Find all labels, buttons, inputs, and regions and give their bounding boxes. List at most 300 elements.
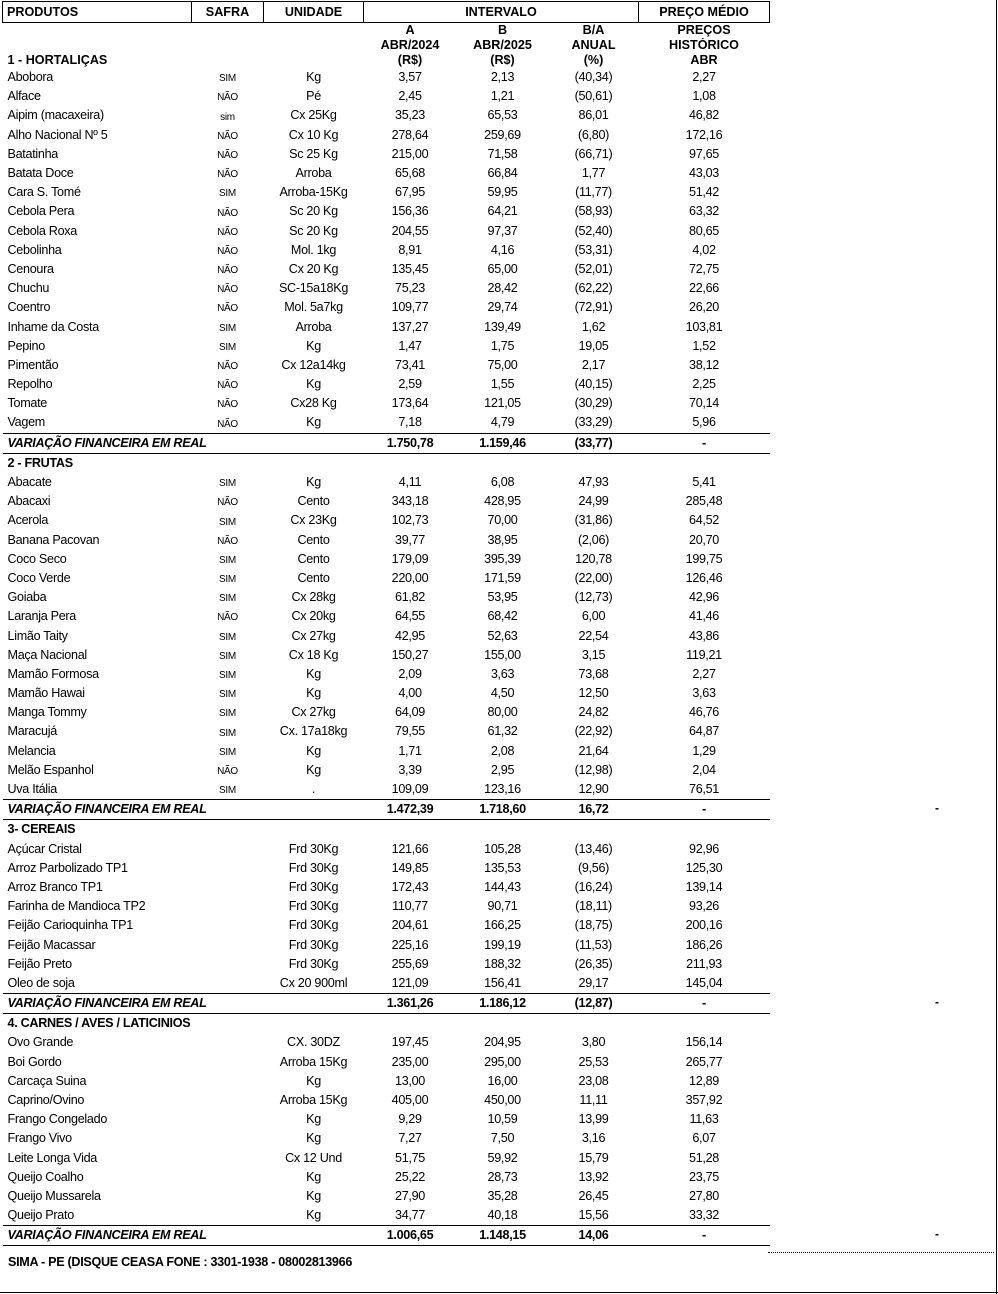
- sub-ba-2: ANUAL: [571, 38, 616, 52]
- price-a: 1,47: [398, 338, 422, 353]
- product-name: Frango Congelado: [7, 1112, 108, 1127]
- product-name: Queijo Mussarela: [7, 1188, 101, 1203]
- historic-price: 12,89: [688, 1073, 719, 1088]
- price-a: 9,29: [398, 1112, 422, 1127]
- product-name: Tomate: [7, 396, 47, 411]
- historic-price: 51,42: [688, 185, 719, 200]
- price-a: 67,95: [394, 185, 425, 200]
- price-a: 2,09: [398, 666, 422, 681]
- historic-price: 42,96: [688, 590, 719, 605]
- table-row: [3, 703, 770, 722]
- table-row: [3, 1091, 770, 1110]
- total-b: 1.718,60: [457, 800, 549, 820]
- section-title: 3- CEREAIS: [7, 822, 76, 837]
- table-row: [3, 626, 770, 645]
- historic-price: 97,65: [688, 146, 719, 161]
- price-a: 51,75: [394, 1150, 425, 1165]
- safra-flag: [192, 840, 264, 859]
- safra-flag: NÃO: [217, 418, 238, 430]
- product-name: Cebola Roxa: [7, 223, 78, 238]
- sub-ba-3: (%): [583, 53, 604, 67]
- product-name: Boi Gordo: [7, 1054, 62, 1069]
- price-b: 4,16: [490, 242, 515, 257]
- price-b: 295,00: [484, 1054, 521, 1069]
- price-b: 1,21: [490, 89, 515, 104]
- total-row: [3, 800, 770, 820]
- unit: Kg: [306, 666, 321, 681]
- historic-price: 5,96: [692, 415, 716, 430]
- product-name: Queijo Coalho: [7, 1169, 84, 1184]
- variation-ba: 3,15: [581, 647, 606, 662]
- unit: SC-15a18Kg: [278, 281, 349, 296]
- price-b: 3,63: [490, 666, 515, 681]
- product-name: Melancia: [7, 743, 56, 758]
- section-title: 4. CARNES / AVES / LATICINIOS: [7, 1016, 191, 1031]
- subheader-row-1: [3, 23, 770, 39]
- variation-ba: 47,93: [578, 475, 609, 490]
- historic-price: 51,28: [688, 1150, 719, 1165]
- table-row: [3, 761, 770, 780]
- sub-p-1: PREÇOS: [677, 23, 731, 37]
- product-name: Pimentão: [7, 357, 59, 372]
- price-a: 1,71: [398, 743, 422, 758]
- variation-ba: (40,34): [574, 70, 613, 85]
- sub-p-3: ABR: [690, 53, 718, 67]
- price-b: 144,43: [484, 879, 521, 894]
- footer-contact: SIMA - PE (DISQUE CEASA FONE : 3301-1938 - 08002813966: [8, 1255, 353, 1269]
- unit: Kg: [306, 1169, 321, 1184]
- variation-ba: 22,54: [578, 628, 609, 643]
- price-a: 73,41: [394, 357, 425, 372]
- unit: Frd 30Kg: [288, 918, 339, 933]
- total-p: -: [639, 1226, 770, 1246]
- variation-ba: 73,68: [578, 666, 609, 681]
- historic-price: 285,48: [685, 494, 723, 509]
- unit: Cx 23Kg: [290, 513, 337, 528]
- product-name: Limão Taity: [7, 628, 68, 643]
- historic-price: 5,41: [692, 475, 716, 490]
- table-row: [3, 1129, 770, 1148]
- product-name: Coco Seco: [7, 551, 67, 566]
- unit: Arroba 15Kg: [279, 1093, 348, 1108]
- price-a: 2,59: [398, 377, 422, 392]
- price-a: 150,27: [391, 647, 429, 662]
- total-label: VARIAÇÃO FINANCEIRA EM REAL: [3, 800, 364, 820]
- price-a: 225,16: [391, 937, 429, 952]
- product-name: Feijão Carioquinha TP1: [7, 918, 133, 933]
- price-a: 4,00: [398, 686, 422, 701]
- safra-flag: NÃO: [217, 169, 238, 181]
- unit: Cx. 17a18kg: [279, 724, 348, 739]
- total-b: 1.159,46: [457, 433, 549, 453]
- product-name: Manga Tommy: [7, 705, 87, 720]
- unit: Cx 27kg: [291, 628, 336, 643]
- historic-price: 38,12: [688, 357, 719, 372]
- historic-price: 43,86: [688, 628, 719, 643]
- table-row: [3, 413, 770, 433]
- unit: Arroba: [295, 166, 332, 181]
- historic-price: 92,96: [688, 841, 719, 856]
- price-b: 105,28: [484, 841, 521, 856]
- total-p: -: [639, 433, 770, 453]
- price-b: 1,75: [490, 338, 515, 353]
- unit: Kg: [306, 1188, 321, 1203]
- product-name: Feijão Macassar: [7, 937, 96, 952]
- variation-ba: (72,91): [574, 300, 613, 315]
- variation-ba: 24,82: [578, 705, 609, 720]
- price-a: 204,55: [391, 223, 429, 238]
- safra-flag: SIM: [219, 708, 236, 720]
- variation-ba: (66,71): [574, 146, 613, 161]
- historic-price: 1,52: [692, 338, 716, 353]
- price-b: 4,50: [490, 686, 515, 701]
- price-b: 10,59: [487, 1112, 518, 1127]
- safra-flag: SIM: [219, 593, 236, 605]
- price-b: 188,32: [484, 956, 521, 971]
- safra-flag: [192, 859, 264, 878]
- price-b: 38,95: [487, 532, 518, 547]
- table-row: [3, 974, 770, 994]
- price-b: 28,42: [487, 281, 518, 296]
- product-name: Frango Vivo: [7, 1131, 72, 1146]
- product-name: Ovo Grande: [7, 1035, 74, 1050]
- variation-ba: (18,75): [574, 918, 613, 933]
- safra-flag: SIM: [219, 650, 236, 662]
- safra-flag: [192, 1149, 264, 1168]
- page-border-bottom: [0, 1292, 998, 1293]
- unit: Sc 25 Kg: [289, 146, 338, 161]
- historic-price: 103,81: [685, 319, 723, 334]
- product-name: Repolho: [7, 377, 53, 392]
- unit: Arroba: [295, 319, 332, 334]
- table-row: [3, 356, 770, 375]
- product-name: Batata Doce: [7, 166, 74, 181]
- table-row: [3, 68, 770, 87]
- safra-flag: [192, 974, 264, 994]
- variation-ba: 2,17: [581, 357, 606, 372]
- safra-flag: NÃO: [217, 765, 238, 777]
- price-b: 2,13: [490, 70, 515, 85]
- safra-flag: SIM: [219, 670, 236, 681]
- variation-ba: (12,98): [574, 762, 613, 777]
- price-b: 259,69: [484, 127, 521, 142]
- variation-ba: (30,29): [574, 396, 613, 411]
- total-ba: (33,77): [549, 433, 639, 453]
- variation-ba: 12,90: [578, 782, 609, 797]
- historic-price: 63,32: [688, 204, 719, 219]
- variation-ba: 19,05: [578, 338, 609, 353]
- historic-price: 3,63: [692, 686, 716, 701]
- price-a: 172,43: [391, 879, 429, 894]
- safra-flag: SIM: [219, 516, 236, 528]
- price-a: 137,27: [391, 319, 429, 334]
- price-a: 65,68: [394, 166, 425, 181]
- unit: Kg: [306, 1112, 321, 1127]
- product-name: Queijo Prato: [7, 1208, 74, 1223]
- variation-ba: (18,11): [575, 899, 612, 914]
- dotted-rule: [768, 1252, 994, 1253]
- price-b: 40,18: [487, 1208, 518, 1223]
- price-a: 110,77: [392, 899, 428, 914]
- product-name: Mamão Formosa: [7, 666, 99, 681]
- table-row: [3, 916, 770, 935]
- historic-price: 211,93: [686, 956, 722, 971]
- table-row: [3, 1206, 770, 1226]
- price-b: 97,37: [487, 223, 518, 238]
- price-table: [2, 1, 770, 1246]
- section-row: [3, 1014, 770, 1034]
- unit: Kg: [306, 475, 321, 490]
- table-row: [3, 588, 770, 607]
- safra-flag: NÃO: [217, 399, 238, 411]
- price-b: 450,00: [484, 1093, 521, 1108]
- historic-price: 93,26: [688, 899, 719, 914]
- historic-price: 46,82: [688, 108, 719, 123]
- price-a: 204,61: [391, 918, 429, 933]
- header-intervalo: INTERVALO: [364, 2, 639, 23]
- table-row: [3, 859, 770, 878]
- sub-b-1: B: [497, 23, 508, 37]
- product-name: Cara S. Tomé: [7, 185, 81, 200]
- price-b: 139,49: [484, 319, 521, 334]
- total-p: -: [639, 800, 770, 820]
- unit: Frd 30Kg: [288, 879, 339, 894]
- variation-ba: (2,06): [577, 532, 610, 547]
- price-b: 204,95: [484, 1035, 521, 1050]
- product-name: Cenoura: [7, 261, 54, 276]
- price-b: 70,00: [487, 513, 518, 528]
- table-row: [3, 780, 770, 800]
- table-row: [3, 1110, 770, 1129]
- price-a: 8,91: [398, 242, 422, 257]
- variation-ba: 15,56: [578, 1208, 609, 1223]
- product-name: Goiaba: [7, 590, 47, 605]
- table-row: [3, 840, 770, 859]
- safra-flag: NÃO: [217, 612, 238, 624]
- price-b: 53,95: [487, 590, 518, 605]
- unit: Kg: [306, 338, 321, 353]
- unit: Cx 25Kg: [290, 108, 337, 123]
- total-extra-dash: -: [935, 800, 939, 815]
- price-a: 121,09: [391, 975, 429, 990]
- total-row: [3, 433, 770, 453]
- unit: Cx 12a14kg: [281, 357, 346, 372]
- historic-price: 119,21: [686, 647, 722, 662]
- historic-price: 76,51: [688, 782, 719, 797]
- table-row: [3, 492, 770, 511]
- table-row: [3, 106, 770, 125]
- product-name: Pepino: [7, 338, 45, 353]
- price-a: 173,64: [391, 396, 429, 411]
- unit: CX. 30DZ: [287, 1035, 340, 1050]
- variation-ba: (6,80): [577, 127, 610, 142]
- total-ba: 16,72: [549, 800, 639, 820]
- unit: Cx 18 Kg: [288, 647, 339, 662]
- price-b: 2,95: [490, 762, 515, 777]
- product-name: Maça Nacional: [7, 647, 87, 662]
- unit: Pé: [306, 89, 321, 104]
- price-a: 79,55: [394, 724, 425, 739]
- safra-flag: NÃO: [217, 265, 238, 277]
- table-row: [3, 241, 770, 260]
- price-b: 16,00: [487, 1073, 518, 1088]
- price-a: 2,45: [398, 89, 422, 104]
- safra-flag: [192, 1072, 264, 1091]
- price-a: 109,09: [391, 782, 429, 797]
- historic-price: 139,14: [685, 879, 723, 894]
- price-b: 71,58: [487, 146, 518, 161]
- safra-flag: [192, 955, 264, 974]
- price-a: 135,45: [391, 261, 429, 276]
- product-name: Oleo de soja: [7, 975, 75, 990]
- table-row: [3, 222, 770, 241]
- product-name: Mamão Hawai: [7, 686, 85, 701]
- price-b: 29,74: [487, 300, 518, 315]
- price-a: 61,82: [394, 590, 425, 605]
- historic-price: 2,04: [692, 762, 716, 777]
- price-b: 65,00: [487, 261, 518, 276]
- price-a: 278,64: [391, 127, 429, 142]
- variation-ba: (33,29): [574, 415, 613, 430]
- table-row: [3, 1187, 770, 1206]
- safra-flag: SIM: [219, 322, 236, 334]
- variation-ba: 29,17: [578, 975, 609, 990]
- safra-flag: SIM: [219, 785, 236, 797]
- product-name: Coentro: [7, 300, 51, 315]
- safra-flag: NÃO: [217, 130, 238, 142]
- product-name: Vagem: [7, 415, 45, 430]
- sub-b-3: (R$): [490, 53, 515, 67]
- product-name: Abacate: [7, 475, 52, 490]
- price-a: 255,69: [391, 956, 429, 971]
- price-a: 25,22: [394, 1169, 425, 1184]
- total-ba: 14,06: [549, 1226, 639, 1246]
- safra-flag: NÃO: [217, 380, 238, 392]
- unit: Kg: [306, 415, 321, 430]
- table-row: [3, 935, 770, 954]
- table-row: [3, 375, 770, 394]
- product-name: Abobora: [7, 70, 54, 85]
- product-name: Banana Pacovan: [7, 532, 100, 547]
- price-b: 121,05: [484, 396, 521, 411]
- product-name: Leite Longa Vida: [7, 1150, 98, 1165]
- variation-ba: 23,08: [578, 1073, 609, 1088]
- sub-a-2: ABR/2024: [380, 38, 440, 52]
- variation-ba: (52,40): [574, 223, 613, 238]
- historic-price: 186,26: [685, 937, 723, 952]
- header-unidade: UNIDADE: [264, 2, 364, 23]
- price-a: 42,95: [394, 628, 425, 643]
- unit: Cento: [297, 532, 330, 547]
- price-a: 405,00: [391, 1093, 429, 1108]
- unit: Arroba-15Kg: [279, 185, 348, 200]
- table-row: [3, 531, 770, 550]
- price-b: 66,84: [487, 166, 518, 181]
- unit: Kg: [306, 1208, 321, 1223]
- product-name: Abacaxi: [7, 494, 51, 509]
- price-a: 7,18: [398, 415, 422, 430]
- safra-flag: [192, 1110, 264, 1129]
- historic-price: 70,14: [688, 396, 719, 411]
- price-b: 59,92: [487, 1150, 518, 1165]
- table-row: [3, 337, 770, 356]
- price-b: 64,21: [487, 204, 518, 219]
- product-name: Alface: [7, 89, 41, 104]
- unit: Cento: [297, 570, 330, 585]
- price-b: 4,79: [490, 415, 515, 430]
- price-b: 80,00: [487, 705, 518, 720]
- total-extra-dash: -: [935, 1226, 939, 1241]
- price-b: 68,42: [487, 609, 518, 624]
- unit: .: [311, 782, 316, 797]
- price-a: 75,23: [394, 281, 425, 296]
- unit: Kg: [306, 686, 321, 701]
- product-name: Cebola Pera: [7, 204, 75, 219]
- unit: Cento: [297, 494, 330, 509]
- unit: Kg: [306, 1131, 321, 1146]
- historic-price: 80,65: [688, 223, 719, 238]
- safra-flag: SIM: [219, 631, 236, 643]
- historic-price: 199,75: [685, 551, 723, 566]
- historic-price: 200,16: [685, 918, 723, 933]
- variation-ba: (12,73): [574, 590, 613, 605]
- safra-flag: SIM: [219, 727, 236, 739]
- safra-flag: SIM: [219, 341, 236, 353]
- safra-flag: NÃO: [217, 284, 238, 296]
- unit: Cx 10 Kg: [288, 127, 339, 142]
- table-row: [3, 722, 770, 741]
- table-row: [3, 878, 770, 897]
- unit: Kg: [306, 762, 321, 777]
- table-row: [3, 1168, 770, 1187]
- safra-flag: NÃO: [217, 361, 238, 372]
- price-a: 343,18: [391, 494, 429, 509]
- safra-flag: NÃO: [217, 497, 238, 509]
- safra-flag: SIM: [219, 478, 236, 490]
- historic-price: 2,27: [692, 70, 716, 85]
- table-row: [3, 1072, 770, 1091]
- price-a: 102,73: [391, 513, 429, 528]
- price-b: 156,41: [484, 975, 521, 990]
- safra-flag: SIM: [219, 188, 236, 200]
- total-b: 1.186,12: [457, 994, 549, 1014]
- price-b: 155,00: [484, 647, 521, 662]
- product-name: Açúcar Cristal: [7, 841, 82, 856]
- unit: Mol. 1kg: [290, 242, 337, 257]
- price-a: 4,11: [398, 475, 422, 490]
- safra-flag: NÃO: [217, 92, 238, 104]
- safra-flag: [192, 1129, 264, 1148]
- table-row: [3, 646, 770, 665]
- product-name: Arroz Parbolizado TP1: [7, 860, 128, 875]
- table-row: [3, 1053, 770, 1072]
- section-title: 1 - HORTALIÇAS: [7, 53, 108, 67]
- product-name: Caprino/Ovino: [7, 1093, 85, 1108]
- product-name: Acerola: [7, 513, 49, 528]
- price-a: 64,55: [394, 609, 425, 624]
- variation-ba: (11,53): [575, 937, 612, 952]
- subheader-row-3: [3, 53, 770, 68]
- product-name: Chuchu: [7, 281, 50, 296]
- product-name: Coco Verde: [7, 570, 71, 585]
- price-a: 235,00: [391, 1054, 429, 1069]
- safra-flag: sim: [220, 111, 235, 123]
- variation-ba: (40,15): [574, 377, 613, 392]
- variation-ba: 120,78: [575, 551, 612, 566]
- price-b: 35,28: [487, 1188, 518, 1203]
- product-name: Cebolinha: [7, 242, 62, 257]
- safra-flag: SIM: [219, 73, 236, 85]
